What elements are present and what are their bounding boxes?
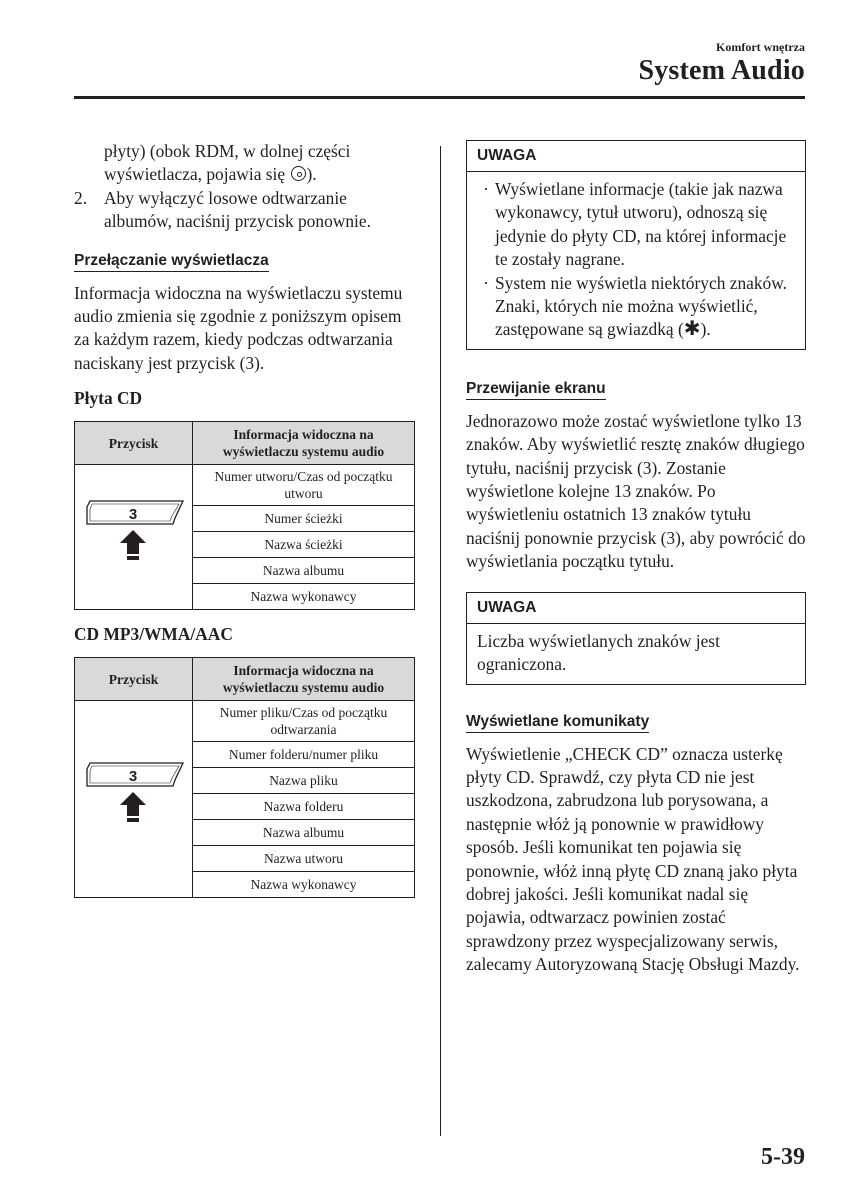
list-item-number: 2. <box>74 187 88 208</box>
messages-text: Wyświetlenie „CHECK CD” oznacza usterkę płyty CD. Sprawdź, czy płyta CD nie jest uszkodzona, zabrudzona lub porysowana, a następnie włóż ją ponownie w prawidłowy sposób. Jeśli komunikat ten pojawia się ponownie, włóż inną płytę CD znaną jako płyta dobrej jakości. Jeśli komunikat nadal się pojawia, odtwarzacz powinien zostać sprawdzony przez wyspecjalizowany serwis, zalecamy Autoryzowaną Stację Obsługi Mazdy. <box>466 743 800 975</box>
page-number: 5-39 <box>761 1144 805 1170</box>
note-bullet <box>477 178 795 272</box>
asterisk-icon: ✱ <box>683 318 701 341</box>
table-cell: Nazwa albumu <box>193 820 415 846</box>
list-item-2 <box>74 187 416 234</box>
table-cell: Nazwa pliku <box>193 768 415 794</box>
note-box-1 <box>466 140 806 350</box>
bullet-dot: · <box>483 272 489 293</box>
table-header-button: Przycisk <box>75 658 193 701</box>
note-body <box>467 624 805 684</box>
page-title: System Audio <box>638 55 805 86</box>
note-body <box>467 172 805 349</box>
table-cell: Nazwa ścieżki <box>193 532 415 558</box>
display-switch-heading: Przełączanie wyświetlacza <box>74 252 269 272</box>
table-cell: Nazwa wykonawcy <box>193 584 415 610</box>
note-bullet <box>477 272 795 342</box>
continued-line-2-text: wyświetlacza, pojawia się <box>104 164 290 185</box>
note-title: UWAGA <box>467 141 805 172</box>
button-3-icon <box>75 752 192 842</box>
table-cell: Numer folderu/numer pliku <box>193 742 415 768</box>
table-header-info: Informacja widoczna na wyświetlaczu systemu audio <box>193 422 415 465</box>
header-rule <box>74 96 805 99</box>
left-column <box>74 140 416 898</box>
cd-heading: Płyta CD <box>74 388 143 409</box>
button-3-cell <box>75 701 193 898</box>
note-bullet-text <box>495 272 795 342</box>
button-3-cell <box>75 465 193 610</box>
table-row <box>75 701 415 742</box>
bullet-dot: · <box>483 179 489 199</box>
table-cell: Numer pliku/Czas od początku odtwarzania <box>193 701 415 742</box>
section-label: Komfort wnętrza <box>716 40 805 54</box>
table-cell: Nazwa utworu <box>193 846 415 872</box>
mp3-heading: CD MP3/WMA/AAC <box>74 624 233 645</box>
table-row <box>75 465 415 506</box>
table-header-info: Informacja widoczna na wyświetlaczu systemu audio <box>193 658 415 701</box>
table-header-button: Przycisk <box>75 422 193 465</box>
table-cell: Numer utworu/Czas od początku utworu <box>193 465 415 506</box>
cd-table <box>74 421 415 610</box>
continued-line-1: płyty) (obok RDM, w dolnej części <box>104 141 351 161</box>
note-box-2 <box>466 592 806 685</box>
button-3-icon <box>75 490 192 580</box>
continued-line-2-end: ). <box>306 164 317 185</box>
scroll-heading: Przewijanie ekranu <box>466 380 606 400</box>
note-title: UWAGA <box>467 593 805 624</box>
scroll-text: Jednorazowo może zostać wyświetlone tylko 13 znaków. Aby wyświetlić resztę znaków długiego tytułu, naciśnij przycisk (3). Zostanie wyświetlone kolejne 13 znaków. Po wyświetleniu ostatnich 13 znaków tytułu naciśnij ponownie przycisk (3), aby powrócić do wyświetlania początku tytułu. <box>466 410 806 572</box>
button-3-label: 3 <box>128 506 138 524</box>
note-bullet-text-end: ). <box>700 319 711 340</box>
random-disc-icon <box>291 166 306 181</box>
right-column <box>466 140 806 977</box>
table-header-row <box>75 422 415 465</box>
table-cell: Numer ścieżki <box>193 506 415 532</box>
messages-heading: Wyświetlane komunikaty <box>466 713 649 733</box>
continued-line-2 <box>74 163 416 186</box>
table-cell: Nazwa albumu <box>193 558 415 584</box>
mp3-table <box>74 657 415 898</box>
note-bullet-text-start: System nie wyświetla niektórych znaków. Znaki, których nie można wyświetlić, zastępowane są gwiazdką ( <box>495 272 788 340</box>
button-3-label: 3 <box>128 768 138 786</box>
column-divider <box>440 146 441 1136</box>
list-item-text: Aby wyłączyć losowe odtwarzanie albumów, naciśnij przycisk ponownie. <box>104 187 371 232</box>
note-text: Liczba wyświetlanych znaków jest ograniczona. <box>477 630 720 675</box>
table-cell: Nazwa folderu <box>193 794 415 820</box>
table-header-row <box>75 658 415 701</box>
display-switch-text: Informacja widoczna na wyświetlaczu systemu audio zmienia się zgodnie z poniższym opisem za każdym razem, kiedy podczas odtwarzania naciskany jest przycisk (3). <box>74 282 403 373</box>
table-cell: Nazwa wykonawcy <box>193 872 415 898</box>
note-bullet-text: Wyświetlane informacje (takie jak nazwa wykonawcy, tytuł utworu), odnoszą się jedynie do płyty CD, na której informacje te zostały nagrane. <box>495 179 787 270</box>
